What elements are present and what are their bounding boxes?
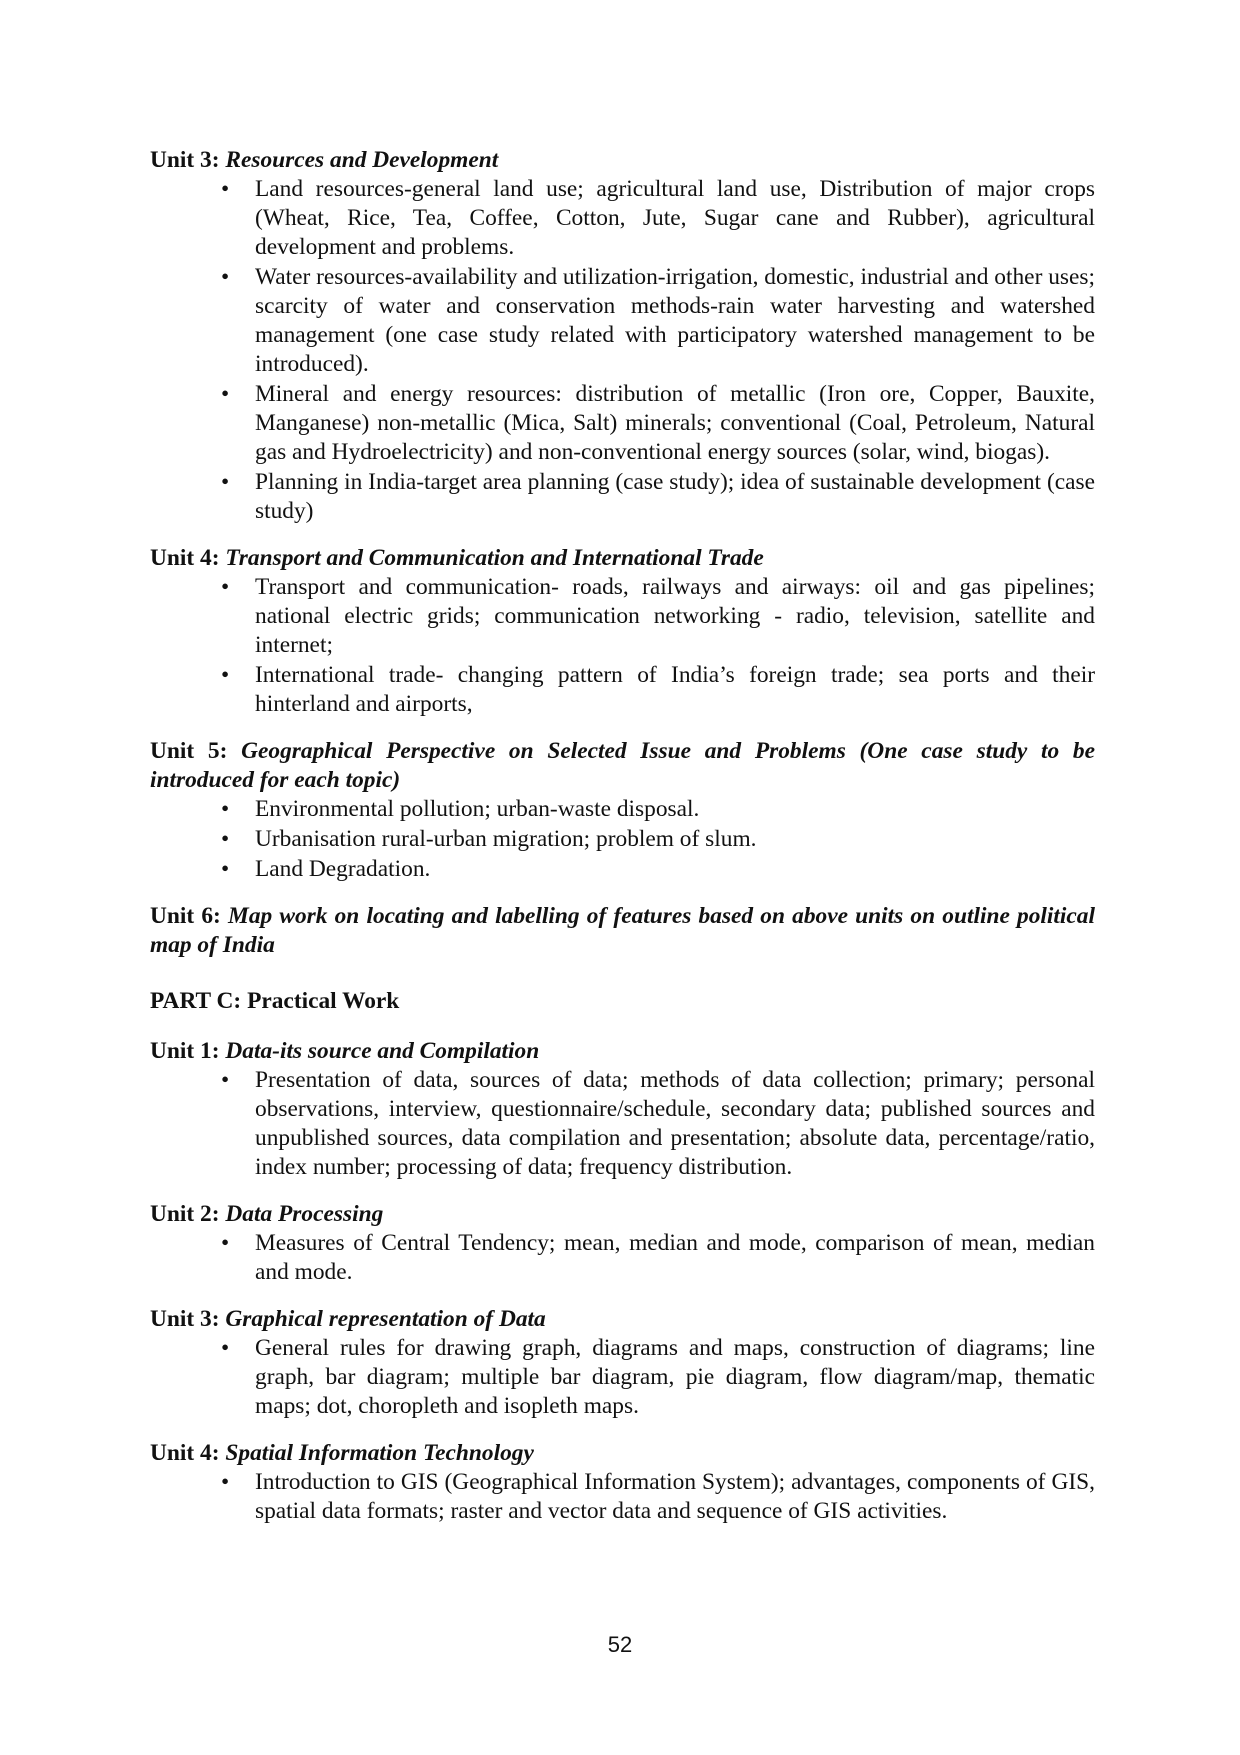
- unit-heading: [150, 737, 1095, 795]
- unit-label: Unit 1:: [150, 1038, 220, 1064]
- unit-label: Unit 3:: [150, 1306, 220, 1332]
- unit-heading: [150, 902, 1095, 960]
- unit-title: Resources and Development: [225, 147, 499, 173]
- unit-label: Unit 4:: [150, 1440, 220, 1466]
- unit-label: Unit 4:: [150, 545, 220, 571]
- list-item: • Environmental pollution; urban-waste disposal.: [150, 795, 1095, 824]
- unit-title: Transport and Communication and International Trade: [225, 545, 764, 571]
- unit-heading: [150, 1305, 1095, 1334]
- list-item: • Land Degradation.: [150, 855, 1095, 884]
- unit-title: Data-its source and Compilation: [225, 1038, 540, 1064]
- page-number: 52: [607, 1632, 633, 1657]
- bullet-list: [150, 1229, 1095, 1287]
- unit-label: Unit 3:: [150, 147, 220, 173]
- list-item: • Water resources-availability and utilization-irrigation, domestic, industrial and other uses; scarcity of water and conservation methods-rain water harvesting and watershed management (one case study related with participatory watershed management to be introduced).: [150, 263, 1095, 379]
- list-item: • Mineral and energy resources: distribution of metallic (Iron ore, Copper, Bauxite, Manganese) non-metallic (Mica, Salt) minerals; conventional (Coal, Petroleum, Natural gas and Hydroelectricity) and non-conventional energy sources (solar, wind, biogas).: [150, 380, 1095, 467]
- bullet-list: [150, 1066, 1095, 1182]
- list-item: • Transport and communication- roads, railways and airways: oil and gas pipelines; national electric grids; communication networking - radio, television, satellite and internet;: [150, 573, 1095, 660]
- unit-heading: [150, 1439, 1095, 1468]
- bullet-list: [150, 1468, 1095, 1526]
- unit-label: Unit 5:: [150, 738, 228, 764]
- unit-heading: [150, 1200, 1095, 1229]
- unit-title: Data Processing: [225, 1201, 384, 1227]
- unit-title: Graphical representation of Data: [225, 1306, 546, 1332]
- list-item: • Urbanisation rural-urban migration; problem of slum.: [150, 825, 1095, 854]
- unit-label: Unit 2:: [150, 1201, 220, 1227]
- list-item: • Measures of Central Tendency; mean, median and mode, comparison of mean, median and mode.: [150, 1229, 1095, 1287]
- list-item: • Introduction to GIS (Geographical Information System); advantages, components of GIS, spatial data formats; raster and vector data and sequence of GIS activities.: [150, 1468, 1095, 1526]
- unit-title: Spatial Information Technology: [225, 1440, 534, 1466]
- list-item: • International trade- changing pattern of India’s foreign trade; sea ports and their hinterland and airports,: [150, 661, 1095, 719]
- list-item: • Planning in India-target area planning (case study); idea of sustainable development (case study): [150, 468, 1095, 526]
- document-page: [150, 146, 1095, 1527]
- bullet-list: [150, 175, 1095, 526]
- part-heading: PART C: Practical Work: [150, 988, 400, 1014]
- unit-title: Geographical Perspective on Selected Issue and Problems (One case study to be introduced for each topic): [150, 738, 1095, 793]
- unit-heading: [150, 146, 1095, 175]
- unit-title: Map work on locating and labelling of features based on above units on outline political map of India: [150, 903, 1095, 958]
- unit-heading: [150, 1037, 1095, 1066]
- unit-heading: [150, 544, 1095, 573]
- bullet-list: [150, 795, 1095, 884]
- unit-label: Unit 6:: [150, 903, 221, 929]
- bullet-list: [150, 1334, 1095, 1421]
- list-item: • Presentation of data, sources of data; methods of data collection; primary; personal observations, interview, questionnaire/schedule, secondary data; published sources and unpublished sources, data compilation and presentation; absolute data, percentage/ratio, index number; processing of data; frequency distribution.: [150, 1066, 1095, 1182]
- list-item: • Land resources-general land use; agricultural land use, Distribution of major crops (Wheat, Rice, Tea, Coffee, Cotton, Jute, Sugar cane and Rubber), agricultural development and problems.: [150, 175, 1095, 262]
- list-item: • General rules for drawing graph, diagrams and maps, construction of diagrams; line graph, bar diagram; multiple bar diagram, pie diagram, flow diagram/map, thematic maps; dot, choropleth and isopleth maps.: [150, 1334, 1095, 1421]
- bullet-list: [150, 573, 1095, 719]
